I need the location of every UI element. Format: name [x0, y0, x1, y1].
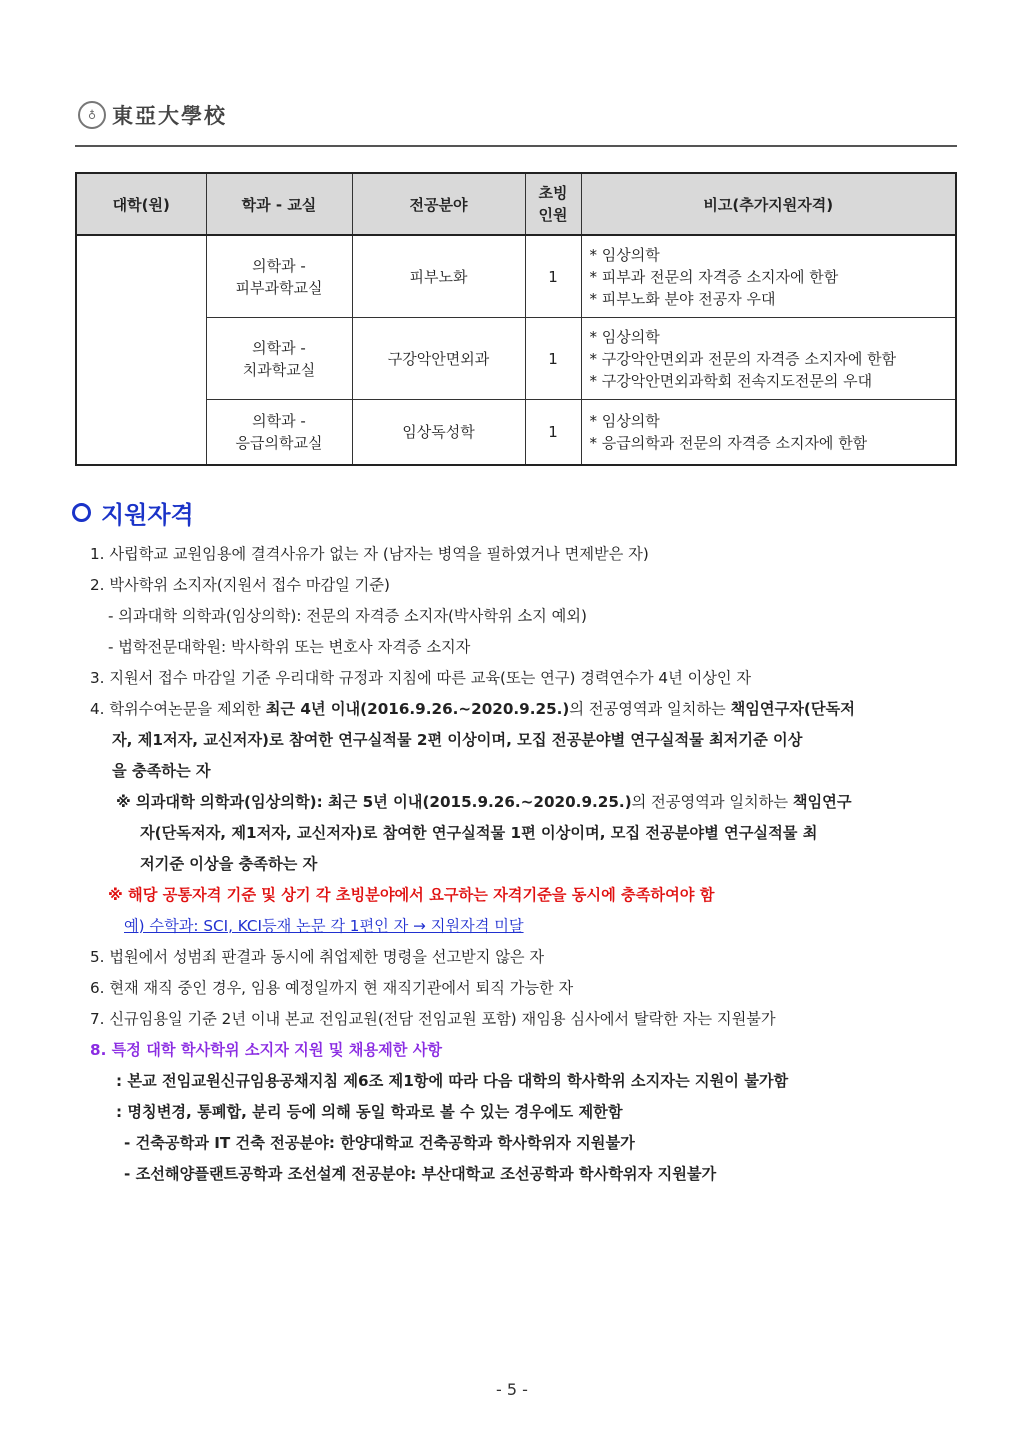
note-item: [90, 787, 960, 818]
count-cell: 1: [525, 318, 581, 400]
note-line: * 구강악안면외과학회 전속지도전문의 우대: [589, 371, 873, 390]
list-item: 2. 박사학위 소지자(지원서 접수 마감일 기준): [90, 576, 390, 594]
table-row: [76, 235, 956, 318]
positions-table: [75, 172, 957, 466]
department-line: 응급의학교실: [235, 434, 323, 452]
field-cell: 구강악안면외과: [352, 318, 525, 400]
section-title: 지원자격: [101, 501, 194, 529]
note-line: * 피부과 전문의 자격증 소지자에 한함: [589, 267, 839, 286]
list-item: 5. 법원에서 성범죄 판결과 동시에 취업제한 명령을 선고받지 않은 자: [90, 948, 545, 966]
university-seal-icon: ♁: [78, 101, 106, 129]
sub-list-item: - 의과대학 의학과(임상의학): 전문의 자격증 소지자(박사학위 소지 예외): [108, 607, 587, 625]
field-cell: 임상독성학: [352, 400, 525, 466]
section-heading: [72, 495, 194, 530]
note-continuation: 저기준 이상을 충족하는 자: [140, 855, 318, 873]
header-field: 전공분야: [352, 173, 525, 235]
note-line: * 피부노화 분야 전공자 우대: [589, 289, 776, 308]
header-department: 학과 - 교실: [206, 173, 352, 235]
department-cell: [206, 235, 352, 318]
university-name: 東亞大學校: [112, 103, 227, 128]
department-line: 의학과 -: [252, 412, 306, 430]
count-cell: 1: [525, 235, 581, 318]
note-line: * 임상의학: [589, 327, 660, 346]
item-bold-text: 책임연구자(단독저: [730, 700, 855, 718]
note-line: * 응급의학과 전문의 자격증 소지자에 한함: [589, 434, 868, 452]
note-bold-text: 책임연구: [792, 793, 852, 811]
field-cell: 피부노화: [352, 235, 525, 318]
header-rule: [75, 145, 957, 147]
department-line: 의학과 -: [252, 256, 306, 275]
notes-cell: [581, 235, 956, 318]
qualifications-list: [90, 539, 960, 1190]
table-header-row: [76, 173, 956, 235]
notes-cell: [581, 400, 956, 466]
list-item: [90, 694, 960, 725]
header-count: 초빙 인원: [525, 173, 581, 235]
notes-cell: [581, 318, 956, 400]
department-line: 피부과학교실: [235, 278, 323, 297]
department-line: 의학과 -: [252, 338, 306, 357]
table-row: [76, 318, 956, 400]
list-item: 1. 사립학교 교원임용에 결격사유가 없는 자 (남자는 병역을 필하였거나 면제받은 자): [90, 545, 649, 563]
restriction-note: : 본교 전임교원신규임용공채지침 제6조 제1항에 따라 다음 대학의 학사학위 소지자는 지원이 불가함: [116, 1072, 789, 1090]
sub-list-item: - 법학전문대학원: 박사학위 또는 변호사 자격증 소지자: [108, 638, 471, 656]
list-item: 3. 지원서 접수 마감일 기준 우리대학 규정과 지침에 따른 교육(또는 연구) 경력연수가 4년 이상인 자: [90, 669, 752, 687]
university-logo: [78, 100, 227, 130]
note-bold-text: ※ 의과대학 의학과(임상의학): 최근 5년 이내(2015.9.26.~2020.9.25.): [116, 793, 632, 811]
example-text: 예) 수학과: SCI, KCI등재 논문 각 1편인 자 → 지원자격 미달: [124, 917, 524, 935]
restriction-note: : 명칭변경, 통폐합, 분리 등에 의해 동일 학과로 볼 수 있는 경우에도 제한함: [116, 1103, 623, 1121]
item-bold-text: 최근 4년 이내(2016.9.26.~2020.9.25.): [265, 700, 570, 718]
department-cell: [206, 318, 352, 400]
note-line: * 구강악안면외과 전문의 자격증 소지자에 한함: [589, 349, 897, 368]
page-number: - 5 -: [496, 1380, 528, 1399]
note-line: * 임상의학: [589, 245, 660, 264]
warning-note: ※ 해당 공통자격 기준 및 상기 각 초빙분야에서 요구하는 자격기준을 동시에 충족하여야 함: [108, 886, 715, 904]
department-cell: [206, 400, 352, 466]
list-item: 6. 현재 재직 중인 경우, 임용 예정일까지 현 재직기관에서 퇴직 가능한 자: [90, 979, 574, 997]
note-text: 의 전공영역과 일치하는: [631, 793, 793, 811]
example-note: [90, 911, 960, 942]
header-notes: 비고(추가지원자격): [581, 173, 956, 235]
circle-bullet-icon: [72, 503, 91, 522]
restriction-item: - 조선해양플랜트공학과 조선설계 전공분야: 부산대학교 조선공학과 학사학위자 지원불가: [124, 1165, 717, 1183]
list-item: 8. 특정 대학 학사학위 소지자 지원 및 채용제한 사항: [90, 1041, 443, 1059]
list-item-continuation: 을 충족하는 자: [112, 762, 211, 780]
department-line: 치과학교실: [242, 360, 316, 379]
header-college: 대학(원): [76, 173, 206, 235]
list-item: 7. 신규임용일 기준 2년 이내 본교 전임교원(전담 전임교원 포함) 재임용 심사에서 탈락한 자는 지원불가: [90, 1010, 776, 1028]
note-continuation: 자(단독저자, 제1저자, 교신저자)로 참여한 연구실적물 1편 이상이며, 모집 전공분야별 연구실적물 최: [140, 824, 818, 842]
note-line: * 임상의학: [589, 412, 660, 430]
restriction-item: - 건축공학과 IT 건축 전공분야: 한양대학교 건축공학과 학사학위자 지원불가: [124, 1134, 635, 1152]
item-text: 4. 학위수여논문을 제외한: [90, 700, 266, 718]
list-item-continuation: 자, 제1저자, 교신저자)로 참여한 연구실적물 2편 이상이며, 모집 전공분야별 연구실적물 최저기준 이상: [112, 731, 803, 749]
college-cell: [76, 235, 206, 465]
count-cell: 1: [525, 400, 581, 466]
item-text: 의 전공영역과 일치하는: [569, 700, 731, 718]
table-row: [76, 400, 956, 466]
